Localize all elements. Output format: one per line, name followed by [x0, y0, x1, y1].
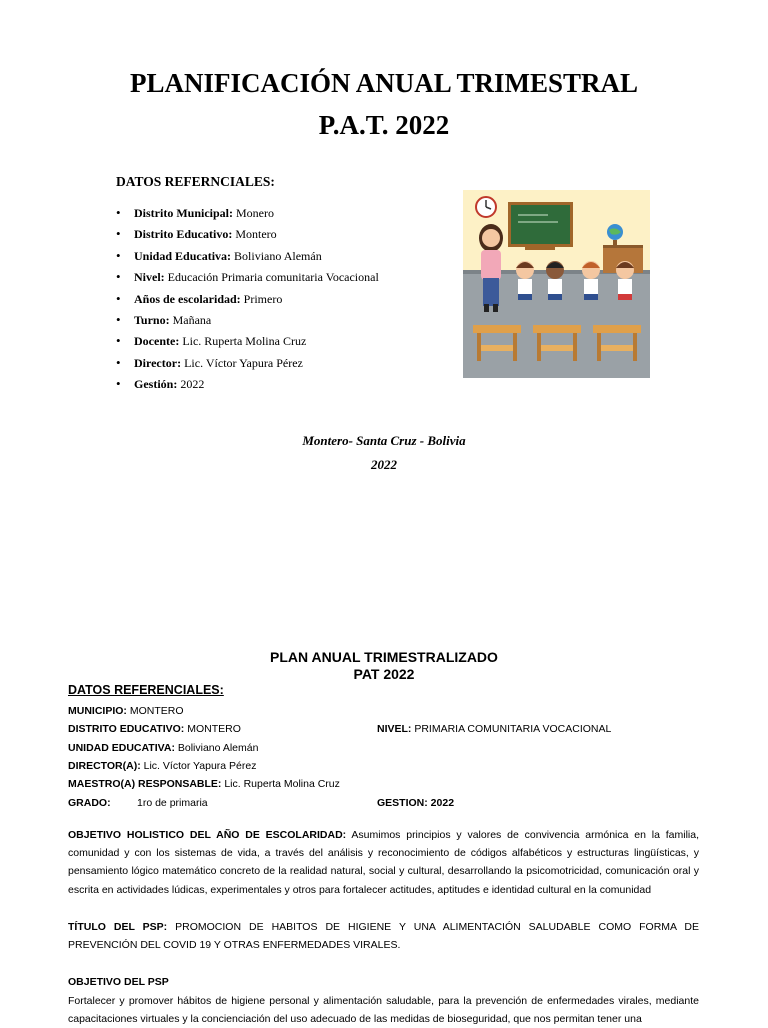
page-subtitle: P.A.T. 2022 — [318, 110, 450, 140]
kid-figure — [516, 261, 534, 300]
plan-title: PLAN ANUAL TRIMESTRALIZADO — [270, 649, 498, 665]
list-item — [116, 311, 456, 332]
item-value: Mañana — [169, 312, 212, 327]
page-title: PLANIFICACIÓN ANUAL TRIMESTRAL — [129, 68, 639, 98]
blackboard — [508, 202, 573, 250]
director-label: DIRECTOR(A): — [68, 760, 141, 772]
distrito-label: DISTRITO EDUCATIVO: — [68, 723, 185, 735]
item-label: Años de escolaridad: — [134, 291, 241, 306]
clock-icon — [476, 197, 496, 217]
item-value: Boliviano Alemán — [231, 248, 322, 263]
municipio-label: MUNICIPIO: — [68, 705, 127, 717]
kid-figure — [616, 261, 634, 300]
item-label: Turno: — [134, 312, 170, 327]
director-value: Lic. Víctor Yapura Pérez — [140, 760, 257, 772]
list-item — [116, 204, 456, 225]
nivel-value: PRIMARIA COMUNITARIA VOCACIONAL — [411, 723, 612, 735]
item-label: Nivel: — [134, 270, 165, 285]
item-value: Monero — [233, 206, 274, 220]
datos-list — [116, 204, 456, 397]
datos-referenciales-heading: DATOS REFERENCIALES: — [68, 683, 224, 697]
objetivo-psp-heading — [68, 976, 169, 988]
objetivo-psp-label: OBJETIVO DEL PSP — [68, 976, 169, 988]
item-label: Distrito Municipal: — [134, 206, 233, 220]
item-value: Montero — [232, 227, 277, 242]
item-value: Primero — [240, 291, 283, 306]
list-item — [116, 290, 456, 311]
distrito-value: MONTERO — [184, 723, 241, 735]
kid-figure — [546, 261, 564, 300]
list-item — [116, 247, 456, 268]
nivel-label: NIVEL: — [377, 723, 412, 735]
list-item — [116, 375, 456, 396]
objetivo-psp-paragraph: Fortalecer y promover hábitos de higiene personal y alimentación saludable, para la prevención de enfermedades virales, mediante capacitaciones virtuales y la concienciación del uso adecuado de las medidas de bioseguridad, que nos permitan tener una — [68, 995, 699, 1026]
kid-figure — [582, 261, 600, 300]
grado-row — [68, 797, 111, 809]
plan-subtitle: PAT 2022 — [353, 666, 415, 682]
item-value: Lic. Víctor Yapura Pérez — [181, 355, 303, 370]
objetivo-label: OBJETIVO HOLISTICO DEL AÑO DE ESCOLARIDAD: — [68, 829, 347, 841]
unidad-row — [68, 742, 258, 754]
location-text: Montero- Santa Cruz - Bolivia — [302, 433, 466, 448]
municipio-value: MONTERO — [126, 705, 184, 717]
unidad-value: Boliviano Alemán — [174, 742, 259, 754]
objetivo-text: Asumimos principios y valores de convivencia armónica en la familia, comunidad y con los sistemas de vida, a través del análisis y reconocimiento de códigos alfabéticos y estructuras lingüísticas, y pensamiento lógico matemático concreto de la realidad natural, social y cultural, desarrollando la psicomotricidad, comunicación oral y escrita en actividades lúdicas, experimentales y otros para fortalecer actitudes, aptitudes e identidad cultural en la comunidad — [68, 829, 700, 896]
maestro-row — [68, 778, 340, 790]
datos-heading: DATOS REFERNCIALES: — [116, 174, 275, 189]
director-row — [68, 760, 256, 772]
item-value: Lic. Ruperta Molina Cruz — [179, 334, 307, 349]
psp-text: PROMOCION DE HABITOS DE HIGIENE Y UNA ALIMENTACIÓN SALUDABLE COMO FORMA DE PREVENCIÓN DEL COVID 19 Y OTRAS ENFERMEDADES VIRALES. — [68, 921, 700, 952]
grado-label: GRADO: — [68, 797, 111, 809]
unidad-label: UNIDAD EDUCATIVA: — [68, 742, 175, 754]
maestro-value: Lic. Ruperta Molina Cruz — [221, 778, 340, 790]
objetivo-holistico-paragraph — [68, 826, 699, 899]
list-item — [116, 354, 456, 375]
item-label: Director: — [134, 355, 182, 370]
distrito-row — [68, 723, 241, 735]
municipio-row — [68, 705, 184, 717]
list-item — [116, 332, 456, 353]
item-label: Distrito Educativo: — [134, 227, 233, 242]
item-label: Gestión: — [134, 377, 178, 392]
item-label: Docente: — [134, 334, 180, 349]
item-label: Unidad Educativa: — [134, 248, 232, 263]
psp-label: TÍTULO DEL PSP: — [68, 921, 168, 933]
nivel-row — [377, 723, 611, 735]
classroom-illustration — [463, 190, 650, 378]
gestion-row — [377, 797, 454, 809]
item-value: Educación Primaria comunitaria Vocacional — [164, 270, 379, 285]
maestro-label: MAESTRO(A) RESPONSABLE: — [68, 778, 222, 790]
list-item — [116, 225, 456, 246]
gestion-label: GESTION: 2022 — [377, 797, 455, 809]
psp-title-paragraph — [68, 918, 699, 954]
item-value: 2022 — [177, 377, 205, 392]
list-item — [116, 268, 456, 289]
year-text: 2022 — [371, 457, 397, 472]
grado-value: 1ro de primaria — [137, 797, 208, 809]
